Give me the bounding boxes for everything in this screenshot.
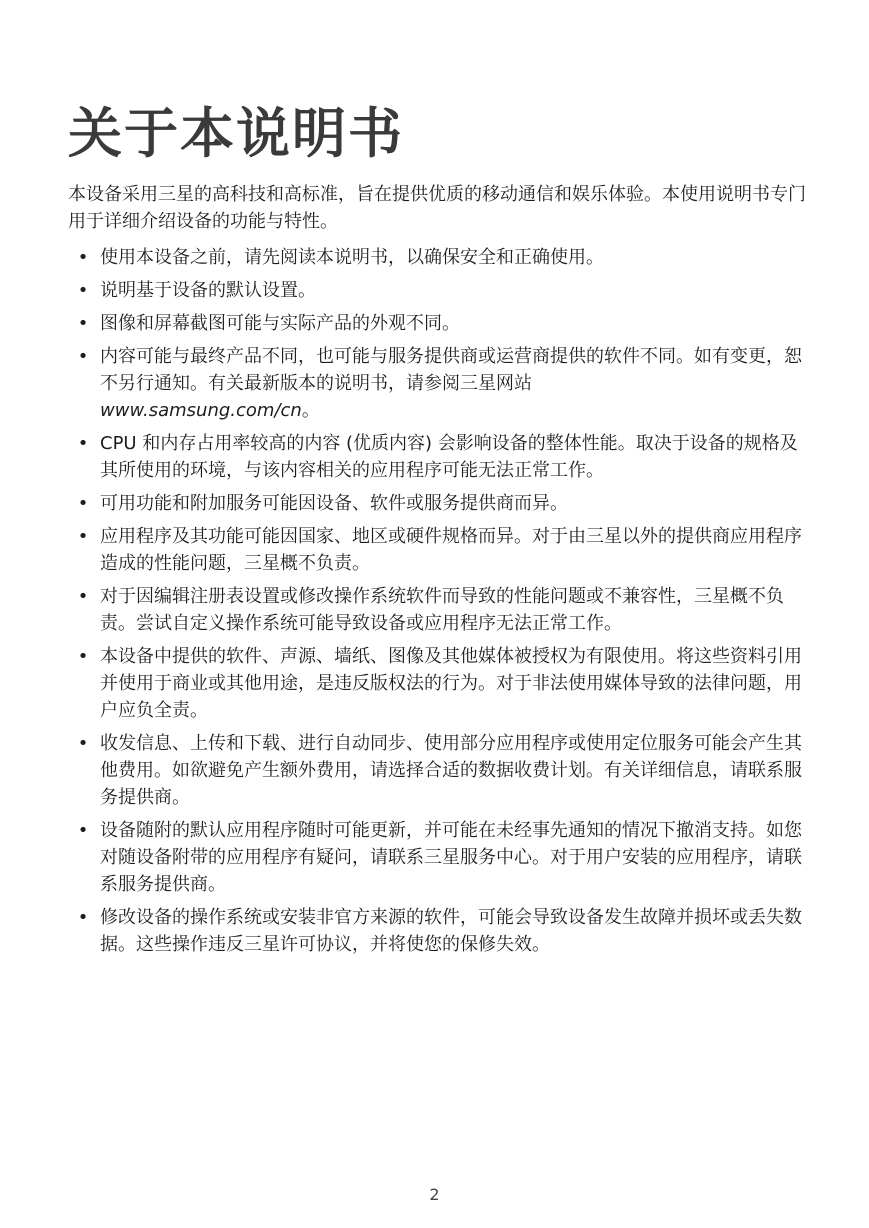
list-item-text: CPU 和内存占用率较高的内容 (优质内容) 会影响设备的整体性能。取决于设备的规格及其所使用的环境，与该内容相关的应用程序可能无法正常工作。 (100, 433, 798, 481)
bullet-icon: • (77, 433, 89, 454)
list-item (68, 730, 808, 811)
list-item-text: 图像和屏幕截图可能与实际产品的外观不同。 (100, 313, 460, 334)
list-item-text: 对于因编辑注册表设置或修改操作系统软件而导致的性能问题或不兼容性，三星概不负责。尝试自定义操作系统可能导致设备或应用程序无法正常工作。 (100, 586, 784, 634)
bullet-icon: • (77, 646, 89, 667)
list-item (68, 523, 808, 577)
list-item-text: 修改设备的操作系统或安装非官方来源的软件，可能会导致设备发生故障并损坏或丢失数据。这些操作违反三星许可协议，并将使您的保修失效。 (100, 907, 802, 955)
list-item (68, 310, 808, 337)
list-item (68, 490, 808, 517)
list-item (68, 904, 808, 958)
bullet-icon: • (77, 346, 89, 367)
samsung-website-link[interactable]: www.samsung.com/cn (100, 400, 302, 421)
intro-paragraph: 本设备采用三星的高科技和高标准，旨在提供优质的移动通信和娱乐体验。本使用说明书专门用于详细介绍设备的功能与特性。 (68, 184, 806, 232)
list-item-text: 设备随附的默认应用程序随时可能更新，并可能在未经事先通知的情况下撤消支持。如您对随设备附带的应用程序有疑问，请联系三星服务中心。对于用户安装的应用程序，请联系服务提供商。 (100, 820, 802, 895)
bullet-icon: • (77, 313, 89, 334)
list-item-text: 内容可能与最终产品不同，也可能与服务提供商或运营商提供的软件不同。如有变更，恕不另行通知。有关最新版本的说明书，请参阅三星网站 (100, 346, 802, 394)
bullet-icon: • (77, 247, 89, 268)
list-item (68, 277, 808, 304)
list-item-text: 说明基于设备的默认设置。 (100, 280, 316, 301)
page-title: 关于本说明书 (68, 102, 404, 165)
bullet-icon: • (77, 586, 89, 607)
list-item (68, 643, 808, 724)
bullet-icon: • (77, 907, 89, 928)
bullet-icon: • (77, 493, 89, 514)
list-item (68, 817, 808, 898)
bullet-icon: • (77, 820, 89, 841)
list-item (68, 343, 808, 424)
bullet-icon: • (77, 526, 89, 547)
bullet-icon: • (77, 733, 89, 754)
url-suffix: 。 (301, 400, 320, 421)
list-item (68, 583, 808, 637)
list-item (68, 430, 808, 484)
list-item-text: 应用程序及其功能可能因国家、地区或硬件规格而异。对于由三星以外的提供商应用程序造成的性能问题，三星概不负责。 (100, 526, 802, 574)
list-item (68, 244, 808, 271)
list-item-text: 收发信息、上传和下载、进行自动同步、使用部分应用程序或使用定位服务可能会产生其他费用。如欲避免产生额外费用，请选择合适的数据收费计划。有关详细信息，请联系服务提供商。 (100, 733, 802, 808)
list-item-text: 可用功能和附加服务可能因设备、软件或服务提供商而异。 (100, 493, 568, 514)
bullet-icon: • (77, 280, 89, 301)
list-item-text: 本设备中提供的软件、声源、墙纸、图像及其他媒体被授权为有限使用。将这些资料引用并使用于商业或其他用途，是违反版权法的行为。对于非法使用媒体导致的法律问题，用户应负全责。 (100, 646, 802, 721)
page-number: 2 (429, 1185, 440, 1204)
notice-list (68, 244, 808, 964)
list-item-text: 使用本设备之前，请先阅读本说明书，以确保安全和正确使用。 (100, 247, 604, 268)
